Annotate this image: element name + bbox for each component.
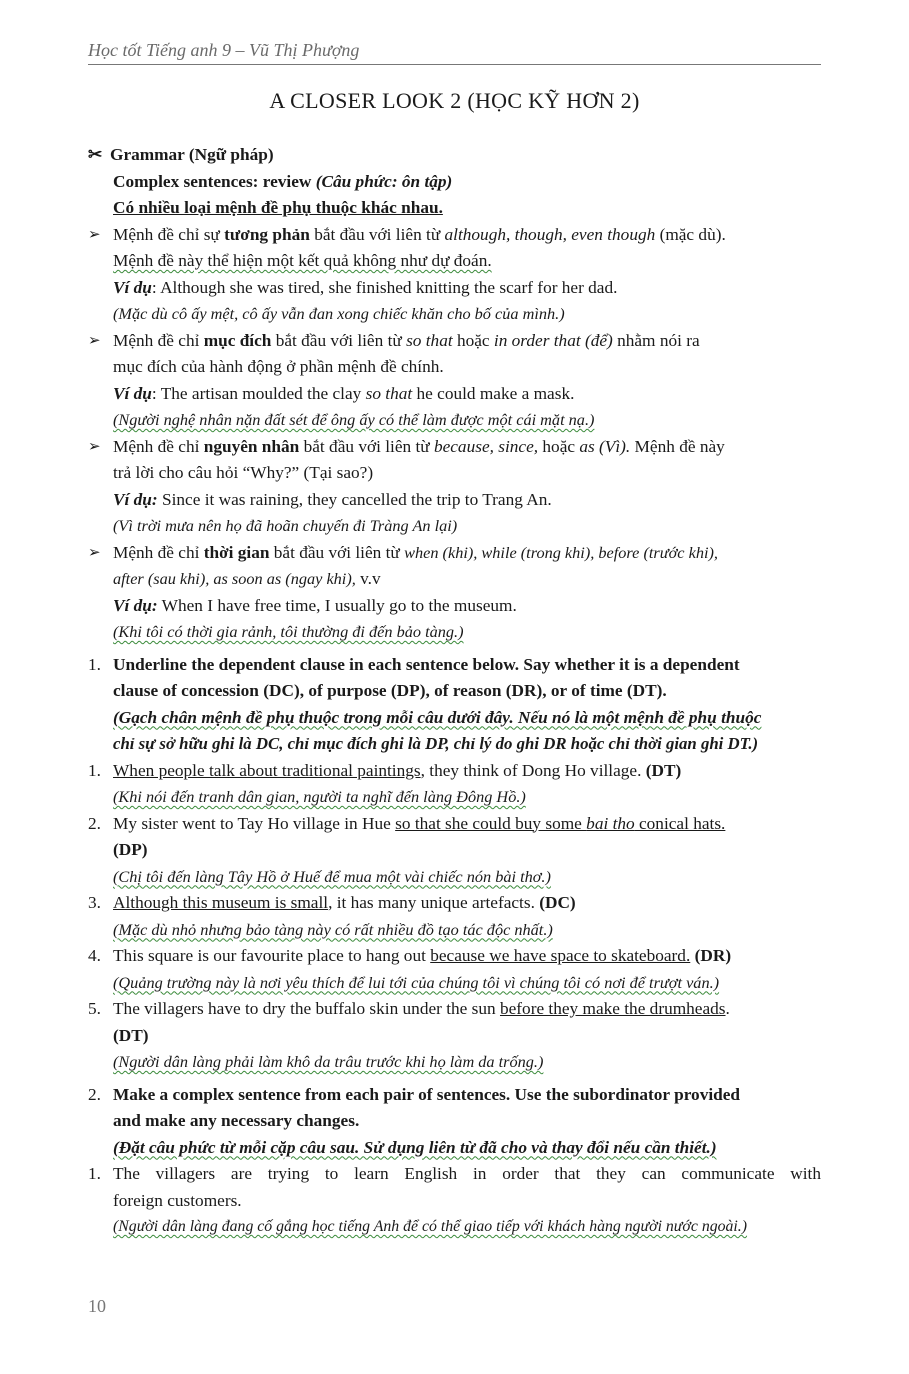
scissors-icon: ✂	[88, 145, 103, 164]
example-translation: (Vì trời mưa nên họ đã hoãn chuyến đi Tràng An lại)	[113, 516, 458, 535]
arrow-bullet-icon: ➢	[88, 332, 101, 349]
grammar-subheading: Complex sentences: review (Câu phức: ôn tập)	[113, 171, 453, 191]
grammar-note: Có nhiều loại mệnh đề phụ thuộc khác nhau.	[113, 198, 443, 217]
grammar-point: ➢ Mệnh đề chỉ sự tương phản bắt đầu với liên từ although, though, even though (mặc dù). Mệnh đề này thể hiện một kết quả không như dự đoán. Ví dụ: Although she was tired, she finished knitting the scarf for her dad. (Mặc dù cô ấy mệt, cô ấy vẫn đan xong chiếc khăn cho bố của mình.)	[88, 222, 821, 328]
exercise-1-instructions: 1. Underline the dependent clause in each sentence below. Say whether it is a dependent clause of concession (DC), of purpose (DP), of reason (DR), or of time (DT). (Gạch chân mệnh đề phụ thuộc trong mỗi câu dưới đây. Nếu nó là một mệnh đề phụ thuộc chỉ sự sở hữu ghi là DC, chỉ mục đích ghi là DP, chỉ lý do ghi DR hoặc chỉ thời gian ghi DT.)	[88, 654, 762, 753]
arrow-bullet-icon: ➢	[88, 438, 101, 455]
running-header: Học tốt Tiếng anh 9 – Vũ Thị Phượng	[88, 40, 821, 65]
grammar-heading: ✂ Grammar (Ngữ pháp)	[88, 142, 821, 169]
page-number: 10	[88, 1296, 106, 1316]
exercise-2-instructions: 2. Make a complex sentence from each pair of sentences. Use the subordinator provided and make any necessary changes. (Đặt câu phức từ mỗi cặp câu sau. Sử dụng liên từ đã cho và thay đổi nếu cần thiết.)	[88, 1084, 741, 1157]
grammar-point: ➢ Mệnh đề chỉ mục đích bắt đầu với liên từ so that hoặc in order that (để) nhằm nói ra mục đích của hành động ở phần mệnh đề chính. Ví dụ: The artisan moulded the clay so that he could make a mask. (Người nghệ nhân nặn đất sét để ông ấy có thể làm được một cái mặt nạ.)	[88, 328, 821, 434]
example-translation: (Người nghệ nhân nặn đất sét để ông ấy có thể làm được một cái mặt nạ.)	[113, 410, 595, 429]
exercise-item: 1. When people talk about traditional paintings, they think of Dong Ho village. (DT) (Khi nói đến tranh dân gian, người ta nghĩ đến làng Đông Hồ.)	[88, 760, 682, 806]
grammar-point: ➢ Mệnh đề chỉ thời gian bắt đầu với liên từ when (khi), while (trong khi), before (trước khi), after (sau khi), as soon as (ngay khi), v.v Ví dụ: When I have free time, I usually go to the museum. (Khi tôi có thời gia rảnh, tôi thường đi đến bảo tàng.)	[88, 540, 821, 646]
exercise-item: 3. Although this museum is small, it has many unique artefacts. (DC) (Mặc dù nhỏ nhưng bảo tàng này có rất nhiều đồ tạo tác độc nhất.)	[88, 893, 576, 939]
example-translation: (Khi tôi có thời gia rảnh, tôi thường đi đến bảo tàng.)	[113, 622, 464, 641]
exercise-item: 1. The villagers are trying to learn English in order that they can communicate with foreign customers. (Người dân làng đang cố gắng học tiếng Anh để có thể giao tiếp với khách hàng người nước ngoài.)	[88, 1164, 821, 1235]
arrow-bullet-icon: ➢	[88, 226, 101, 243]
page-content	[88, 142, 821, 1241]
example-translation: (Mặc dù cô ấy mệt, cô ấy vẫn đan xong chiếc khăn cho bố của mình.)	[113, 304, 565, 323]
page-title: A CLOSER LOOK 2 (HỌC KỸ HƠN 2)	[269, 88, 640, 113]
arrow-bullet-icon: ➢	[88, 544, 101, 561]
grammar-point: ➢ Mệnh đề chỉ nguyên nhân bắt đầu với liên từ because, since, hoặc as (Vì). Mệnh đề này trả lời cho câu hỏi “Why?” (Tại sao?) Ví dụ: Since it was raining, they cancelled the trip to Trang An. (Vì trời mưa nên họ đã hoãn chuyến đi Tràng An lại)	[88, 434, 821, 540]
exercise-item: 4. This square is our favourite place to hang out because we have space to skateboard. (DR) (Quảng trường này là nơi yêu thích để lui tới của chúng tôi vì chúng tôi có nơi để trượt ván.)	[88, 946, 732, 992]
exercise-item: 5. The villagers have to dry the buffalo skin under the sun before they make the drumheads. (DT) (Người dân làng phải làm khô da trâu trước khi họ làm da trống.)	[88, 999, 730, 1071]
exercise-item: 2. My sister went to Tay Ho village in Hue so that she could buy some bai tho conical hats. (DP) (Chị tôi đến làng Tây Hồ ở Huế để mua một vài chiếc nón bài thơ.)	[88, 813, 726, 886]
